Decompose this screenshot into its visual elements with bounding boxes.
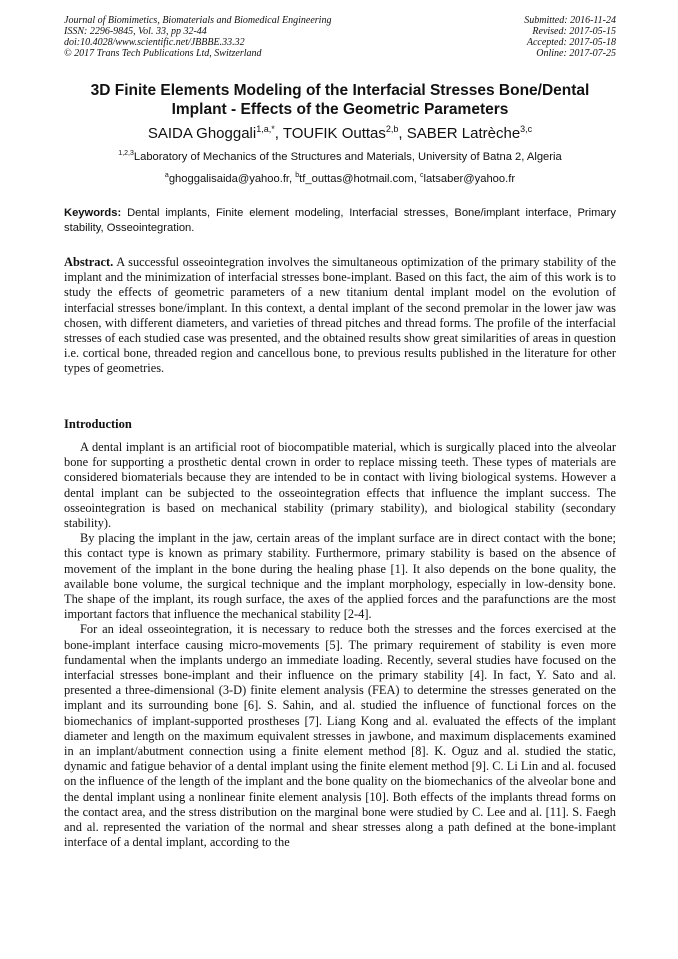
introduction-body: [64, 440, 616, 850]
email-address[interactable]: ghoggalisaida@yahoo.fr,: [168, 173, 296, 185]
section-heading-introduction: Introduction: [64, 417, 132, 431]
author-name: SAIDA Ghoggali: [147, 125, 257, 142]
email-mark: a: [164, 172, 169, 179]
journal-name: Journal of Biomimetics, Biomaterials and Biomedical Engineering: [64, 15, 332, 26]
journal-doi: doi:10.4028/www.scientific.net/JBBBE.33.32: [64, 37, 245, 48]
author-affiliation-mark: 2,b: [385, 124, 399, 134]
date-submitted: Submitted: 2016-11-24: [524, 15, 616, 26]
abstract: [64, 255, 616, 377]
author-affiliation-mark: 1,a,*: [256, 124, 275, 134]
paper-title: 3D Finite Elements Modeling of the Interfacial Stresses Bone/Dental Implant - Effects of the Geometric Parameters: [90, 82, 590, 118]
date-accepted: Accepted: 2017-05-18: [526, 37, 616, 48]
author-separator: ,: [398, 125, 407, 142]
journal-issn: ISSN: 2296-9845, Vol. 33, pp 32-44: [64, 26, 207, 37]
affiliation-mark: 1,2,3: [118, 150, 134, 157]
journal-copyright: © 2017 Trans Tech Publications Ltd, Switzerland: [64, 48, 262, 59]
date-online: Online: 2017-07-25: [536, 48, 616, 59]
journal-info: [64, 15, 404, 59]
email-mark: c: [419, 172, 424, 179]
abstract-label: Abstract.: [64, 255, 114, 269]
affiliation-text: Laboratory of Mechanics of the Structures and Materials, University of Batna 2, Algeria: [133, 151, 562, 163]
email-mark: b: [295, 172, 300, 179]
email-address[interactable]: tf_outtas@hotmail.com,: [299, 173, 420, 185]
author-list: [64, 124, 616, 144]
author-name: TOUFIK Outtas: [282, 125, 386, 142]
email-address[interactable]: latsaber@yahoo.fr: [423, 173, 516, 185]
paragraph: By placing the implant in the jaw, certain areas of the implant surface are in direct contact with the bone; this contact type is known as primary stability. Furthermore, primary stability is based on the absence of movement of the implant in the bone during the healing phase [1]. It also depends on the bone quality, the available bone volume, the surgical technique and the implant morphology, especially in low-density bone. The shape of the implant, its rough surface, the axes of the applied forces and the parafunctions are the most important factors that influence the mechanical stability [2-4].: [64, 531, 616, 622]
affiliation: [64, 150, 616, 164]
keywords: [64, 206, 616, 236]
author-separator: ,: [274, 125, 283, 142]
publication-dates: [416, 15, 616, 59]
keywords-label: Keywords:: [64, 207, 122, 219]
paragraph: For an ideal osseointegration, it is necessary to reduce both the stresses and the forces exercised at the bone-implant interface causing micro-movements [5]. The primary requirement of stability is even more fundamental when the implants undergo an immediate loading. Recently, several studies have focused on the interfacial stresses bone-implant and their influence on the primary stability [4]. In fact, Y. Sato and al. presented a three-dimensional (3-D) finite element analysis (FEA) to determine the stresses generated on the implant and its surrounding bone [6]. S. Sahin, and al. studied the influence of functional forces on the biomechanics of implant-supported prostheses [7]. Liang Kong and al. evaluated the effects of the implant diameter and length on the maximum equivalent stresses in jawbone, and maximum displacements examined in an implant/abutment connection using a finite element method [8]. K. Oguz and al. studied the static, dynamic and fatigue behavior of a dental implant using the finite element method [9]. C. Li Lin and al. focused on the influence of the length of the implant and the bone quality on the biomechanics of the alveolar bone and the dental implant using a nonlinear finite element analysis [10]. Both effects of the implants thread forms on the contact area, and the stress distribution on the marginal bone were studied by C. Lee and al. [11]. S. Faegh and al. represented the variation of the normal and shear stresses along a path defined at the bone-implant interface of a dental implant, according to the: [64, 622, 616, 850]
keywords-text: Dental implants, Finite element modeling, Interfacial stresses, Bone/implant interface, Primary stability, Osseointegration.: [64, 207, 616, 234]
author-emails: [64, 172, 616, 186]
date-revised: Revised: 2017-05-15: [532, 26, 616, 37]
abstract-text: A successful osseointegration involves the simultaneous optimization of the primary stability of the implant and the minimization of interfacial stresses bone-implant. Based on this fact, the aim of this work is to study the effects of geometric parameters of a new titanium dental implant model on the evolution of interfacial stresses bone/implant. In this context, a dental implant of the second premolar in the lower jaw was chosen, with different diameters, and varieties of thread pitches and thread forms. The profile of the interfacial stresses of each studied case was presented, and the obtained results show great similarities of areas in question i.e. cortical bone, threaded region and cancellous bone, to previous results published in the literature for other types of geometries.: [64, 255, 616, 376]
paragraph: A dental implant is an artificial root of biocompatible material, which is surgically placed into the alveolar bone for supporting a prosthetic dental crown in order to replace missing teeth. These types of materials are considered biomaterials because they are intended to be in contact with living biological systems. However a dental implant can be subjected to the osseointegration effects that influence the implant success. The osseointegration is based on mechanical stability (primary stability), and biological stability (secondary stability).: [64, 440, 616, 531]
author-name: SABER Latrèche: [406, 125, 521, 142]
author-affiliation-mark: 3,c: [520, 124, 533, 134]
